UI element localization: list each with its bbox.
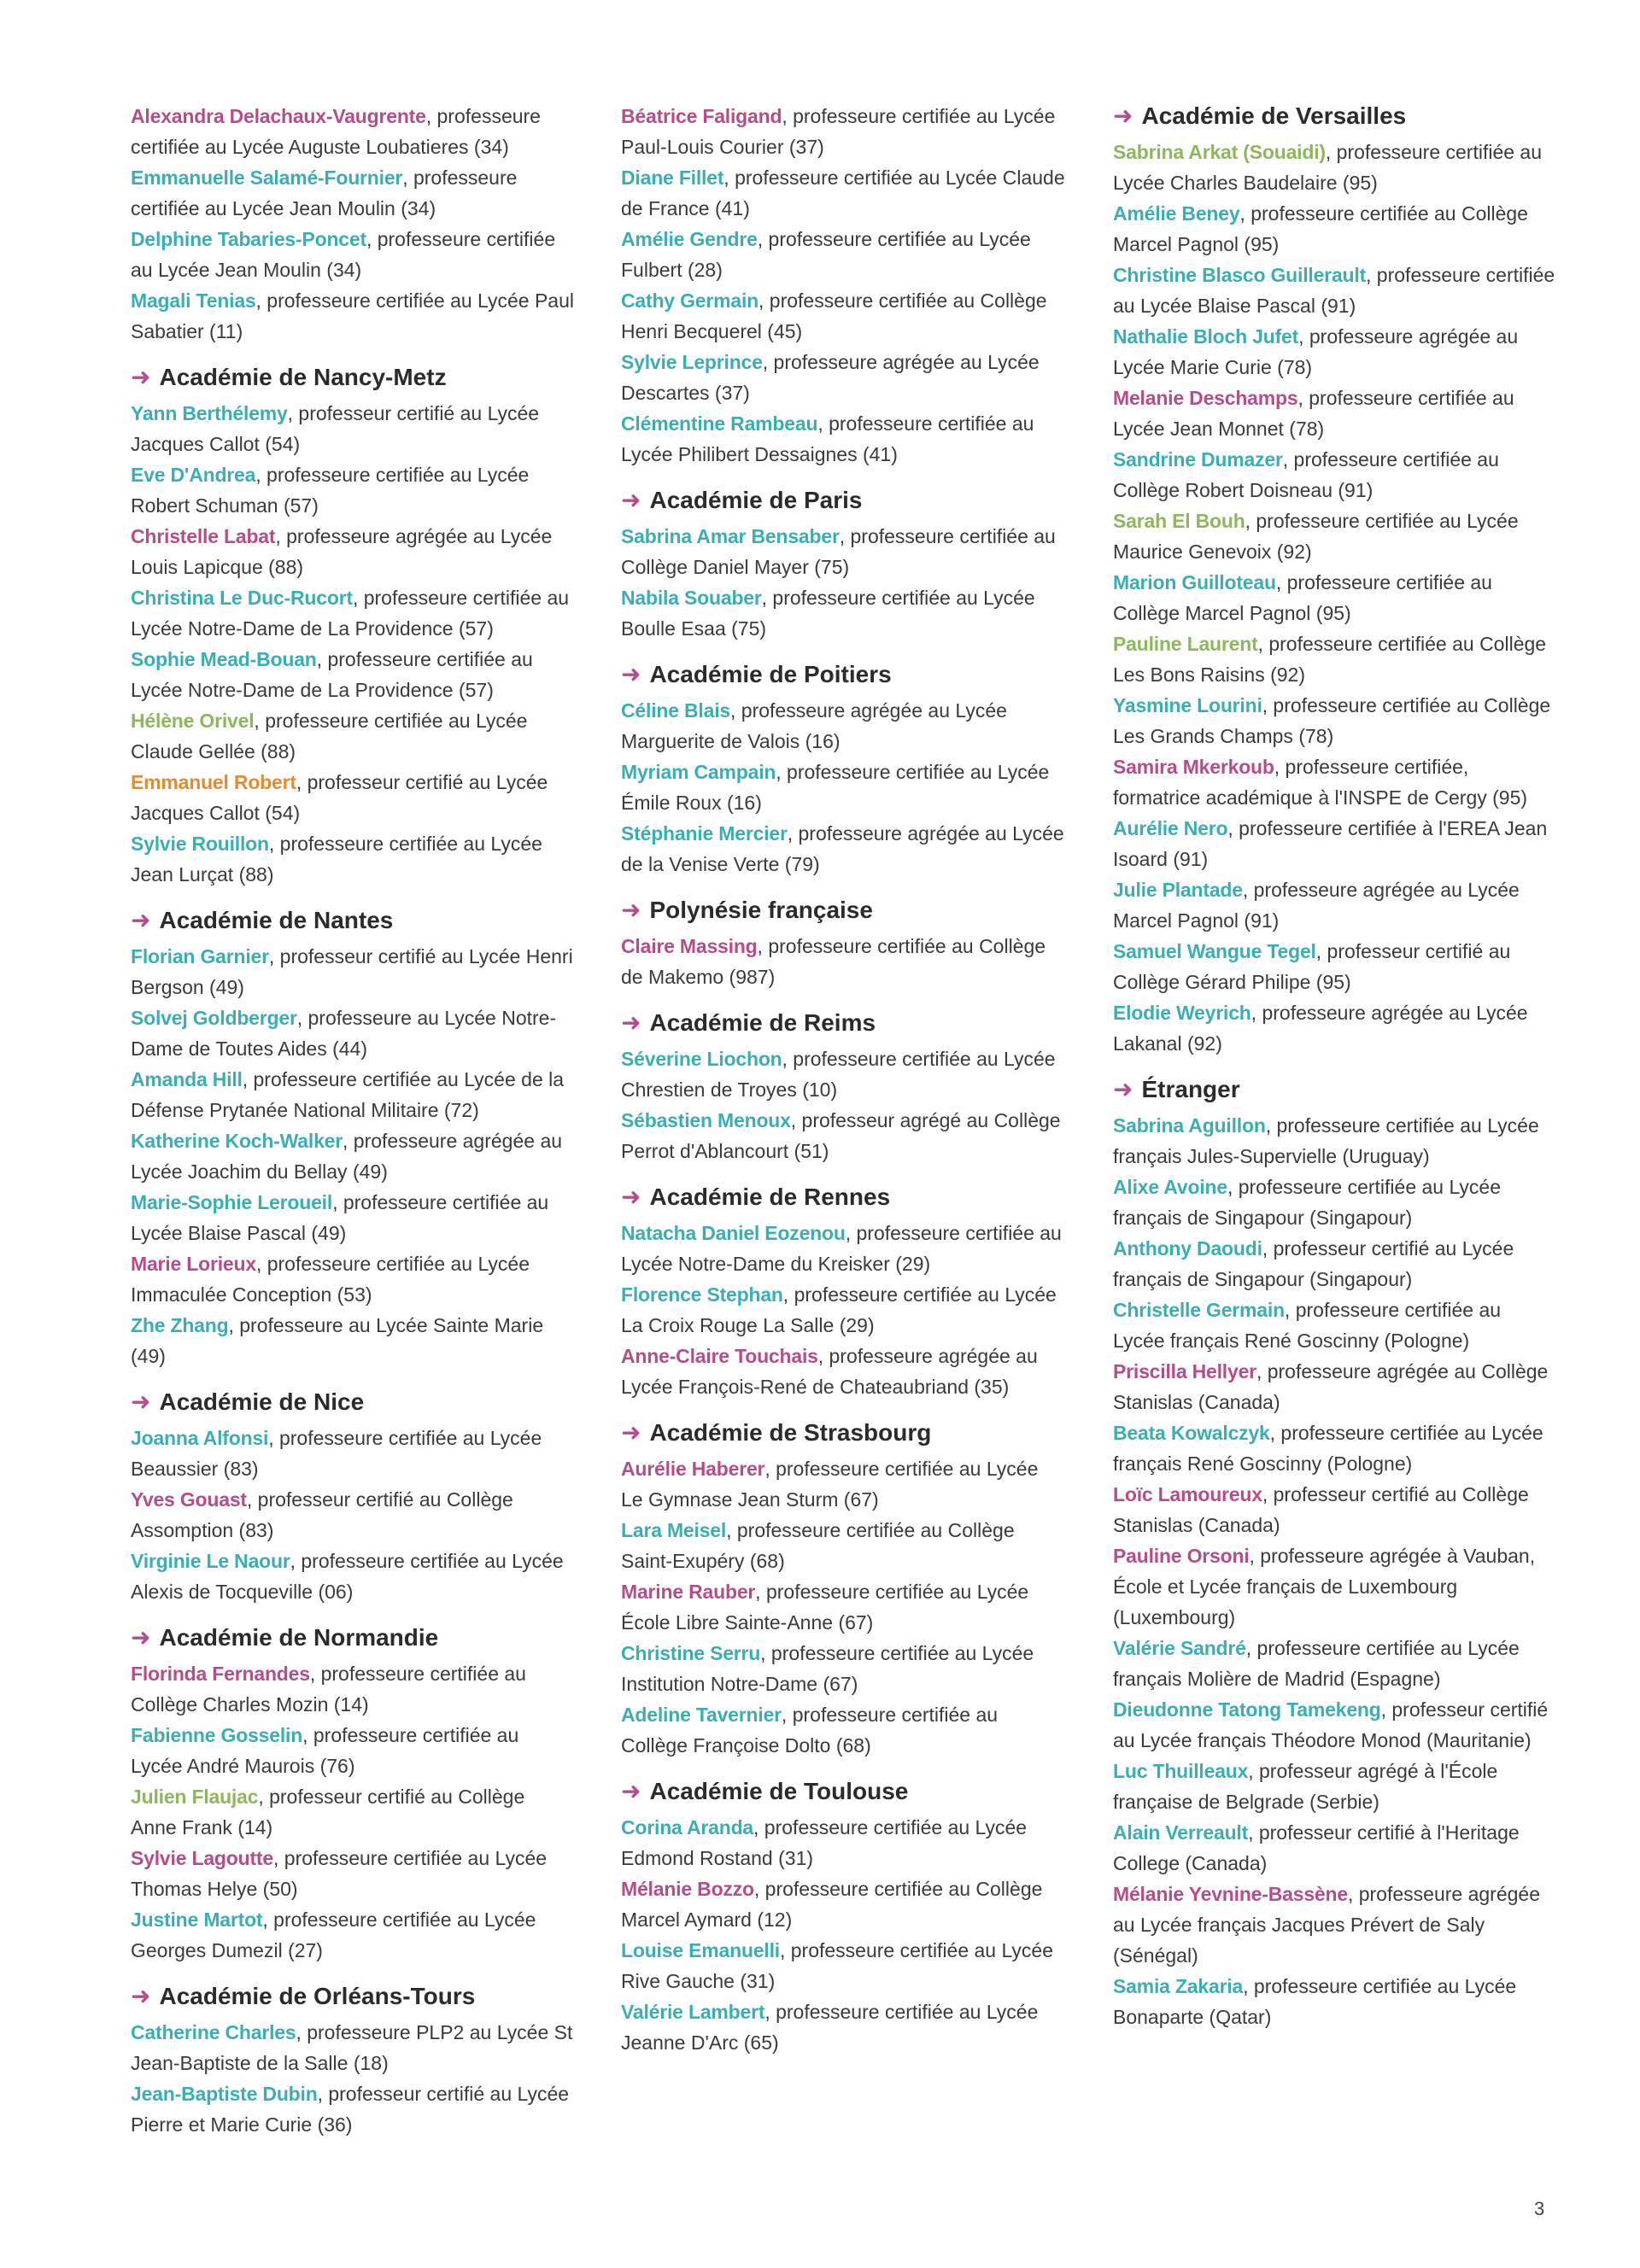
teacher-description: , professeure certifiée au Lycée Maurice Genevoix (92) <box>1113 510 1519 563</box>
teacher-name: Sabrina Amar Bensaber <box>621 525 840 547</box>
arrow-right-icon: ➜ <box>621 1419 641 1446</box>
teacher-entry <box>131 1658 575 1720</box>
column-3 <box>1113 101 1557 2032</box>
teacher-entry <box>131 1423 575 1484</box>
teacher-entry <box>621 1812 1065 1873</box>
teacher-name: Florinda Fernandes <box>131 1663 310 1685</box>
section-heading-text: Académie de Normandie <box>159 1624 439 1651</box>
teacher-description: , professeure certifiée au Lycée Jean Monnet (78) <box>1113 387 1514 440</box>
page-number: 3 <box>1534 2198 1545 2219</box>
teacher-name: Nabila Souaber <box>621 587 762 609</box>
teacher-entry <box>1113 444 1557 506</box>
teacher-name: Christine Blasco Guillerault <box>1113 264 1367 286</box>
teacher-description: , professeure certifiée au Lycée Alexis de Tocqueville (06) <box>131 1550 564 1603</box>
arrow-right-icon: ➜ <box>131 1624 151 1651</box>
teacher-name: Alixe Avoine <box>1113 1176 1227 1198</box>
teacher-description: , professeure certifiée au Lycée Jean Lurçat (88) <box>131 833 542 886</box>
teacher-entry <box>621 1105 1065 1166</box>
teacher-name: Alexandra Delachaux-Vaugrente <box>131 105 426 127</box>
teacher-description: , professeure agrégée à Vauban, École et Lycée français de Luxembourg (Luxembourg) <box>1113 1545 1536 1628</box>
teacher-name: Corina Aranda <box>621 1816 754 1838</box>
teacher-entry <box>1113 874 1557 936</box>
teacher-entry <box>1113 1879 1557 1971</box>
teacher-entry <box>131 459 575 521</box>
teacher-name: Katherine Koch-Walker <box>131 1130 343 1152</box>
teacher-name: Marie-Sophie Leroueil <box>131 1191 333 1213</box>
teacher-description: , professeure certifiée au Lycée Georges Dumezil (27) <box>131 1909 536 1961</box>
column-2 <box>621 101 1065 2058</box>
teacher-entry <box>131 582 575 644</box>
teacher-name: Diane Fillet <box>621 167 724 189</box>
teacher-entry <box>131 705 575 767</box>
arrow-right-icon: ➜ <box>1113 1076 1133 1102</box>
teacher-name: Béatrice Faligand <box>621 105 782 127</box>
teacher-description: , professeure certifiée au Lycée Edmond Rostand (31) <box>621 1816 1028 1869</box>
teacher-name: Sabrina Aguillon <box>1113 1114 1266 1137</box>
section-heading-text: Académie de Nancy-Metz <box>159 364 447 390</box>
section-heading <box>131 1387 575 1418</box>
teacher-name: Natacha Daniel Eozenou <box>621 1222 846 1244</box>
teacher-entry <box>1113 628 1557 690</box>
teacher-name: Amélie Beney <box>1113 202 1240 225</box>
teacher-entry <box>1113 1233 1557 1295</box>
section-heading <box>131 362 575 393</box>
teacher-name: Loïc Lamoureux <box>1113 1483 1262 1505</box>
teacher-entry <box>131 1064 575 1125</box>
teacher-entry <box>1113 1295 1557 1356</box>
teacher-description: , professeur certifié au Collège Stanislas (Canada) <box>1113 1483 1529 1536</box>
teacher-description: , professeure certifiée au Collège Charles Mozin (14) <box>131 1663 526 1716</box>
section-heading-text: Académie de Nantes <box>159 907 394 933</box>
teacher-description: , professeure certifiée au Lycée Immaculée Conception (53) <box>131 1253 530 1306</box>
teacher-description: , professeure certifiée au Lycée français de Singapour (Singapour) <box>1113 1176 1501 1229</box>
teacher-name: Pauline Orsoni <box>1113 1545 1250 1567</box>
teacher-description: , professeure PLP2 au Lycée St Jean-Baptiste de la Salle (18) <box>131 2021 573 2074</box>
teacher-name: Jean-Baptiste Dubin <box>131 2083 318 2105</box>
arrow-right-icon: ➜ <box>131 1983 151 2009</box>
teacher-name: Mélanie Yevnine-Bassène <box>1113 1883 1348 1905</box>
teacher-entry <box>1113 383 1557 444</box>
teacher-description: , professeure certifiée au Collège Marcel Aymard (12) <box>621 1878 1043 1931</box>
teacher-entry <box>131 285 575 347</box>
teacher-description: , professeur certifié au Lycée français Théodore Monod (Mauritanie) <box>1113 1698 1549 1751</box>
teacher-name: Julie Plantade <box>1113 879 1243 901</box>
teacher-description: , professeure certifiée à l'EREA Jean Isoard (91) <box>1113 817 1548 870</box>
teacher-description: , professeur certifié à l'Heritage College (Canada) <box>1113 1821 1520 1874</box>
teacher-description: , professeure certifiée au Lycée École Libre Sainte-Anne (67) <box>621 1581 1029 1634</box>
section-heading <box>621 485 1065 516</box>
arrow-right-icon: ➜ <box>131 364 151 390</box>
teacher-description: , professeure certifiée au Lycée Chrestien de Troyes (10) <box>621 1048 1056 1101</box>
section-heading-text: Académie de Versailles <box>1141 102 1407 129</box>
teacher-name: Priscilla Hellyer <box>1113 1360 1256 1382</box>
teacher-name: Marine Rauber <box>621 1581 756 1603</box>
teacher-description: , professeure certifiée au Lycée Blaise Pascal (91) <box>1113 264 1555 317</box>
teacher-entry <box>131 1904 575 1966</box>
teacher-name: Marie Lorieux <box>131 1253 256 1275</box>
teacher-name: Anthony Daoudi <box>1113 1237 1262 1260</box>
teacher-description: , professeure certifiée au Lycée Jeanne D'Arc (65) <box>621 2001 1039 2054</box>
teacher-entry <box>131 1125 575 1187</box>
teacher-entry <box>621 818 1065 880</box>
section-heading <box>621 1008 1065 1038</box>
teacher-name: Elodie Weyrich <box>1113 1002 1251 1024</box>
teacher-description: , professeure certifiée au Collège Marcel Pagnol (95) <box>1113 202 1528 255</box>
teacher-entry <box>131 1843 575 1904</box>
teacher-description: , professeure certifiée au Collège de Makemo (987) <box>621 935 1046 988</box>
teacher-entry <box>1113 1356 1557 1418</box>
section-heading <box>131 905 575 936</box>
teacher-description: , professeure certifiée au Lycée Auguste Loubatieres (34) <box>131 105 541 158</box>
teacher-entry <box>621 1638 1065 1699</box>
teacher-entry <box>1113 751 1557 813</box>
teacher-description: , professeur certifié au Lycée Henri Bergson (49) <box>131 945 573 998</box>
teacher-description: , professeur certifié au Collège Gérard Philipe (95) <box>1113 940 1511 993</box>
teacher-description: , professeure certifiée au Lycée Claude Gellée (88) <box>131 710 528 763</box>
teacher-entry <box>131 1002 575 1064</box>
teacher-name: Justine Martot <box>131 1909 263 1931</box>
section-heading-text: Académie de Paris <box>649 487 863 513</box>
teacher-name: Dieudonne Tatong Tamekeng <box>1113 1698 1381 1721</box>
teacher-description: , professeur certifié au Collège Assomption (83) <box>131 1488 513 1541</box>
teacher-description: , professeure au Lycée Sainte Marie (49) <box>131 1314 544 1367</box>
section-heading <box>1113 1074 1557 1105</box>
arrow-right-icon: ➜ <box>621 487 641 513</box>
teacher-name: Florian Garnier <box>131 945 269 967</box>
teacher-entry <box>621 1576 1065 1638</box>
arrow-right-icon: ➜ <box>621 1009 641 1036</box>
teacher-description: , professeure certifiée au Lycée Claude de France (41) <box>621 167 1065 219</box>
teacher-entry <box>621 1515 1065 1576</box>
teacher-name: Sarah El Bouh <box>1113 510 1245 532</box>
teacher-name: Luc Thuilleaux <box>1113 1760 1249 1782</box>
teacher-entry <box>131 1546 575 1607</box>
teacher-name: Aurélie Nero <box>1113 817 1228 839</box>
teacher-description: , professeure certifiée au Lycée Blaise Pascal (49) <box>131 1191 549 1244</box>
teacher-name: Emmanuelle Salamé-Fournier <box>131 167 403 189</box>
teacher-description: , professeure certifiée au Lycée Le Gymnase Jean Sturm (67) <box>621 1458 1039 1511</box>
teacher-description: , professeure certifiée au Collège Daniel Mayer (75) <box>621 525 1056 578</box>
teacher-entry <box>1113 813 1557 874</box>
teacher-description: , professeure agrégée au Lycée Marcel Pagnol (91) <box>1113 879 1520 932</box>
teacher-name: Hélène Orivel <box>131 710 255 732</box>
teacher-name: Christelle Labat <box>131 525 276 547</box>
teacher-description: , professeure certifiée au Lycée Boulle Esaa (75) <box>621 587 1035 640</box>
arrow-right-icon: ➜ <box>131 907 151 933</box>
teacher-entry <box>1113 1110 1557 1172</box>
teacher-name: Solvej Goldberger <box>131 1007 297 1029</box>
teacher-name: Clémentine Rambeau <box>621 412 818 435</box>
teacher-entry <box>131 1248 575 1310</box>
arrow-right-icon: ➜ <box>131 1388 151 1415</box>
teacher-description: , professeure certifiée au Lycée La Croix Rouge La Salle (29) <box>621 1283 1057 1336</box>
teacher-name: Claire Massing <box>621 935 758 957</box>
teacher-name: Christelle Germain <box>1113 1299 1285 1321</box>
teacher-name: Sylvie Lagoutte <box>131 1847 273 1869</box>
teacher-description: , professeure certifiée au Lycée Rive Gauche (31) <box>621 1939 1054 1992</box>
teacher-description: , professeure certifiée au Lycée Émile Roux (16) <box>621 761 1050 814</box>
teacher-name: Delphine Tabaries-Poncet <box>131 228 366 250</box>
teacher-entry <box>1113 1540 1557 1633</box>
teacher-entry <box>621 1873 1065 1935</box>
teacher-description: , professeure certifiée au Lycée français Molière de Madrid (Espagne) <box>1113 1637 1520 1690</box>
teacher-entry <box>131 828 575 890</box>
teacher-entry <box>131 1781 575 1843</box>
teacher-entry <box>131 1310 575 1371</box>
teacher-name: Samia Zakaria <box>1113 1975 1244 1997</box>
teacher-name: Céline Blais <box>621 699 730 722</box>
teacher-description: , professeure certifiée au Lycée de la Défense Prytanée National Militaire (72) <box>131 1068 565 1121</box>
teacher-name: Lara Meisel <box>621 1519 727 1541</box>
teacher-description: , professeure agrégée au Lycée Lakanal (92) <box>1113 1002 1528 1055</box>
teacher-description: , professeure certifiée au Lycée Robert Schuman (57) <box>131 464 530 517</box>
teacher-entry <box>1113 936 1557 997</box>
teacher-entry <box>1113 1418 1557 1479</box>
teacher-description: , professeure certifiée au Lycée français René Goscinny (Pologne) <box>1113 1422 1543 1475</box>
arrow-right-icon: ➜ <box>621 1184 641 1210</box>
section-heading-text: Académie de Orléans-Tours <box>159 1983 476 2009</box>
arrow-right-icon: ➜ <box>1113 102 1133 129</box>
teacher-name: Samira Mkerkoub <box>1113 756 1274 778</box>
teacher-description: , professeur agrégé à l'École française de Belgrade (Serbie) <box>1113 1760 1498 1813</box>
teacher-name: Sébastien Menoux <box>621 1109 791 1131</box>
teacher-entry <box>1113 690 1557 751</box>
teacher-entry <box>1113 260 1557 321</box>
teacher-name: Anne-Claire Touchais <box>621 1345 818 1367</box>
teacher-name: Nathalie Bloch Jufet <box>1113 325 1299 348</box>
teacher-entry <box>131 1484 575 1546</box>
section-heading-text: Académie de Strasbourg <box>649 1419 932 1446</box>
teacher-entry <box>1113 506 1557 567</box>
teacher-description: , professeur certifié au Lycée Pierre et Marie Curie (36) <box>131 2083 570 2136</box>
teacher-name: Mélanie Bozzo <box>621 1878 754 1900</box>
teacher-entry <box>1113 1694 1557 1756</box>
teacher-name: Yves Gouast <box>131 1488 247 1511</box>
teacher-description: , professeure certifiée au Collège Les Grands Champs (78) <box>1113 694 1551 747</box>
teacher-entry <box>1113 997 1557 1059</box>
teacher-name: Yann Berthélemy <box>131 402 288 424</box>
teacher-description: , professeure certifiée au Lycée Jean Moulin (34) <box>131 167 518 219</box>
teacher-entry <box>131 521 575 582</box>
teacher-description: , professeure certifiée au Lycée Paul-Louis Courier (37) <box>621 105 1056 158</box>
teacher-name: Amanda Hill <box>131 1068 243 1090</box>
teacher-name: Séverine Liochon <box>621 1048 782 1070</box>
teacher-entry <box>621 224 1065 285</box>
teacher-description: , professeure certifiée au Collège Robert Doisneau (91) <box>1113 448 1499 501</box>
teacher-description: , professeure agrégée au Lycée de la Venise Verte (79) <box>621 822 1064 875</box>
teacher-name: Christina Le Duc-Rucort <box>131 587 353 609</box>
teacher-description: , professeure certifiée au Lycée français René Goscinny (Pologne) <box>1113 1299 1502 1352</box>
teacher-description: , professeure certifiée au Collège Henri Becquerel (45) <box>621 289 1047 342</box>
teacher-description: , professeure certifiée, formatrice académique à l'INSPE de Cergy (95) <box>1113 756 1528 809</box>
teacher-name: Sandrine Dumazer <box>1113 448 1283 471</box>
teacher-description: , professeure agrégée au Lycée Marguerite de Valois (16) <box>621 699 1007 752</box>
section-heading <box>131 1622 575 1653</box>
arrow-right-icon: ➜ <box>621 661 641 687</box>
teacher-description: , professeure certifiée au Lycée Fulbert (28) <box>621 228 1031 281</box>
teacher-name: Pauline Laurent <box>1113 633 1258 655</box>
teacher-name: Catherine Charles <box>131 2021 296 2043</box>
teacher-entry <box>1113 1817 1557 1879</box>
teacher-entry <box>131 2017 575 2078</box>
teacher-entry <box>131 101 575 162</box>
teacher-description: , professeure certifiée au Lycée Institution Notre-Dame (67) <box>621 1642 1034 1695</box>
arrow-right-icon: ➜ <box>621 1778 641 1804</box>
teacher-description: , professeure certifiée au Collège Les Bons Raisins (92) <box>1113 633 1547 686</box>
teacher-entry <box>621 757 1065 818</box>
teacher-entry <box>621 695 1065 757</box>
teacher-entry <box>1113 1479 1557 1540</box>
teacher-name: Magali Tenias <box>131 289 256 312</box>
teacher-name: Florence Stephan <box>621 1283 783 1306</box>
teacher-name: Sabrina Arkat (Souaidi) <box>1113 141 1326 163</box>
section-heading <box>621 659 1065 690</box>
teacher-entry <box>621 347 1065 408</box>
teacher-entry <box>1113 137 1557 198</box>
teacher-entry <box>1113 1756 1557 1817</box>
teacher-entry <box>621 1279 1065 1341</box>
teacher-entry <box>621 1996 1065 2058</box>
section-heading <box>621 895 1065 926</box>
teacher-name: Stéphanie Mercier <box>621 822 788 845</box>
teacher-description: , professeure agrégée au Lycée Descartes (37) <box>621 351 1040 404</box>
section-heading-text: Académie de Nice <box>159 1388 365 1415</box>
teacher-name: Samuel Wangue Tegel <box>1113 940 1316 962</box>
teacher-name: Julien Flaujac <box>131 1786 259 1808</box>
teacher-description: , professeure certifiée au Lycée français Jules-Supervielle (Uruguay) <box>1113 1114 1539 1167</box>
teacher-entry <box>621 162 1065 224</box>
section-heading <box>131 1981 575 2012</box>
teacher-description: , professeure certifiée au Collège Saint-Exupéry (68) <box>621 1519 1015 1572</box>
teacher-description: , professeure certifiée au Collège Françoise Dolto (68) <box>621 1704 999 1757</box>
teacher-description: , professeure certifiée au Lycée André Maurois (76) <box>131 1724 519 1777</box>
teacher-entry <box>131 941 575 1002</box>
teacher-entry <box>131 2078 575 2140</box>
teacher-entry <box>131 1720 575 1781</box>
teacher-entry <box>621 1453 1065 1515</box>
teacher-name: Yasmine Lourini <box>1113 694 1262 716</box>
teacher-name: Virginie Le Naour <box>131 1550 290 1572</box>
teacher-name: Aurélie Haberer <box>621 1458 765 1480</box>
section-heading-text: Académie de Poitiers <box>649 661 892 687</box>
teacher-description: , professeure au Lycée Notre-Dame de Toutes Aides (44) <box>131 1007 557 1060</box>
section-heading <box>621 1776 1065 1807</box>
arrow-right-icon: ➜ <box>621 897 641 923</box>
teacher-name: Sophie Mead-Bouan <box>131 648 317 670</box>
teacher-description: , professeure certifiée au Lycée Thomas Helye (50) <box>131 1847 548 1900</box>
teacher-name: Fabienne Gosselin <box>131 1724 303 1746</box>
section-heading-text: Étranger <box>1141 1076 1240 1102</box>
teacher-description: , professeur certifié au Lycée Jacques Callot (54) <box>131 771 548 824</box>
teacher-description: , professeure agrégée au Lycée Louis Lapicque (88) <box>131 525 553 578</box>
teacher-entry <box>1113 1172 1557 1233</box>
teacher-description: , professeure certifiée au Lycée Notre-Dame du Kreisker (29) <box>621 1222 1062 1275</box>
teacher-description: , professeure agrégée au Lycée Joachim du Bellay (49) <box>131 1130 563 1183</box>
teacher-description: , professeure certifiée au Lycée Bonaparte (Qatar) <box>1113 1975 1517 2028</box>
teacher-entry <box>1113 1971 1557 2032</box>
teacher-description: , professeur certifié au Collège Anne Frank (14) <box>131 1786 525 1838</box>
teacher-entry <box>621 101 1065 162</box>
teacher-name: Sylvie Leprince <box>621 351 763 373</box>
teacher-entry <box>621 285 1065 347</box>
teacher-entry <box>621 1043 1065 1105</box>
teacher-description: , professeur certifié au Lycée français de Singapour (Singapour) <box>1113 1237 1514 1290</box>
teacher-description: , professeure certifiée au Lycée Paul Sabatier (11) <box>131 289 575 342</box>
section-heading-text: Académie de Reims <box>649 1009 876 1036</box>
teacher-entry <box>131 162 575 224</box>
teacher-name: Beata Kowalczyk <box>1113 1422 1270 1444</box>
teacher-description: , professeure agrégée au Lycée François-René de Chateaubriand (35) <box>621 1345 1038 1398</box>
teacher-name: Melanie Deschamps <box>1113 387 1298 409</box>
teacher-description: , professeure certifiée au Lycée Philibert Dessaignes (41) <box>621 412 1034 465</box>
teacher-entry <box>1113 567 1557 628</box>
teacher-entry <box>621 931 1065 992</box>
teacher-name: Marion Guilloteau <box>1113 571 1276 593</box>
teacher-entry <box>621 1935 1065 1996</box>
teacher-description: , professeure certifiée au Lycée Beaussier (83) <box>131 1427 542 1480</box>
column-1 <box>131 101 575 2140</box>
teacher-entry <box>621 1341 1065 1402</box>
section-heading <box>1113 101 1557 132</box>
teacher-description: , professeure certifiée au Lycée Charles Baudelaire (95) <box>1113 141 1543 194</box>
teacher-name: Emmanuel Robert <box>131 771 296 793</box>
teacher-entry <box>621 521 1065 582</box>
teacher-entry <box>1113 1633 1557 1694</box>
teacher-name: Zhe Zhang <box>131 1314 229 1336</box>
teacher-name: Sylvie Rouillon <box>131 833 269 855</box>
teacher-name: Eve D'Andrea <box>131 464 256 486</box>
teacher-name: Valérie Sandré <box>1113 1637 1246 1659</box>
section-heading-text: Académie de Toulouse <box>649 1778 909 1804</box>
teacher-entry <box>131 398 575 459</box>
teacher-entry <box>621 408 1065 470</box>
teacher-name: Myriam Campain <box>621 761 776 783</box>
teacher-description: , professeure certifiée au Lycée Jean Moulin (34) <box>131 228 556 281</box>
teacher-entry <box>131 644 575 705</box>
section-heading <box>621 1418 1065 1448</box>
teacher-name: Alain Verreault <box>1113 1821 1249 1844</box>
teacher-entry <box>131 767 575 828</box>
teacher-description: , professeure certifiée au Lycée Notre-Dame de La Providence (57) <box>131 587 570 640</box>
teacher-description: , professeure certifiée au Collège Marcel Pagnol (95) <box>1113 571 1492 624</box>
teacher-name: Adeline Tavernier <box>621 1704 782 1726</box>
teacher-description: , professeure agrégée au Lycée Marie Curie (78) <box>1113 325 1519 378</box>
teacher-description: , professeur agrégé au Collège Perrot d'Ablancourt (51) <box>621 1109 1061 1162</box>
teacher-entry <box>131 1187 575 1248</box>
teacher-name: Cathy Germain <box>621 289 759 312</box>
teacher-name: Valérie Lambert <box>621 2001 765 2023</box>
teacher-entry <box>621 1699 1065 1761</box>
teacher-name: Christine Serru <box>621 1642 761 1664</box>
teacher-entry <box>1113 198 1557 260</box>
teacher-entry <box>621 582 1065 644</box>
teacher-description: , professeure agrégée au Lycée français Jacques Prévert de Saly (Sénégal) <box>1113 1883 1540 1967</box>
teacher-description: , professeure agrégée au Collège Stanislas (Canada) <box>1113 1360 1549 1413</box>
section-heading-text: Académie de Rennes <box>649 1184 891 1210</box>
teacher-description: , professeure certifiée au Lycée Notre-Dame de La Providence (57) <box>131 648 533 701</box>
teacher-name: Joanna Alfonsi <box>131 1427 269 1449</box>
teacher-entry <box>131 224 575 285</box>
teacher-description: , professeur certifié au Lycée Jacques Callot (54) <box>131 402 540 455</box>
teacher-entry <box>1113 321 1557 383</box>
teacher-entry <box>621 1218 1065 1279</box>
teacher-name: Louise Emanuelli <box>621 1939 780 1961</box>
section-heading <box>621 1182 1065 1213</box>
section-heading-text: Polynésie française <box>649 897 873 923</box>
teacher-name: Amélie Gendre <box>621 228 758 250</box>
